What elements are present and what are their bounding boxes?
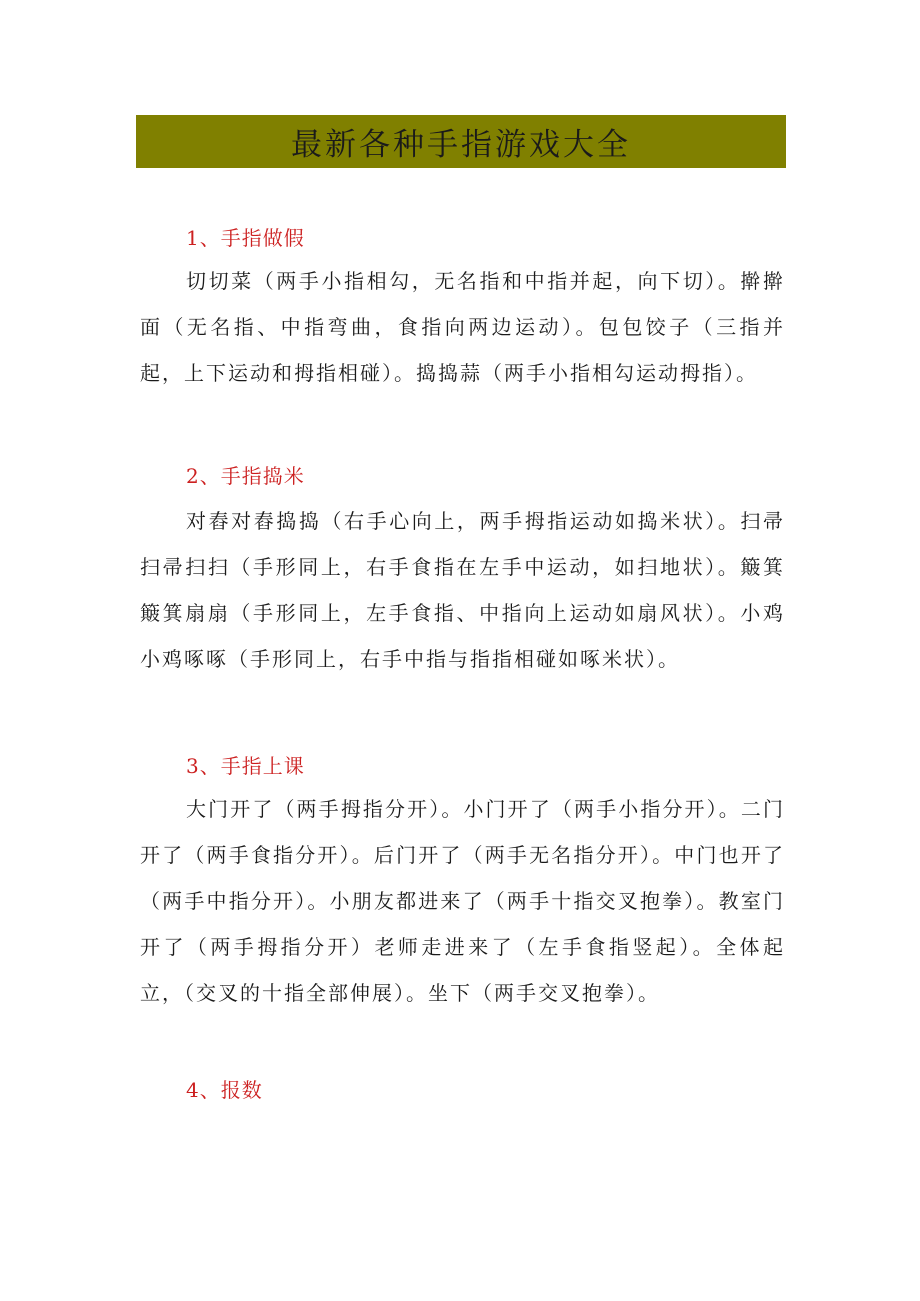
section-body-2: 对舂对舂捣捣（右手心向上，两手拇指运动如捣米状）。扫帚扫帚扫扫（手形同上，右手食指在左手中运动，如扫地状）。簸箕簸箕扇扇（手形同上，左手食指、中指向上运动如扇风状）。小鸡小鸡啄啄（手形同上，右手中指与指指相碰如啄米状）。: [140, 509, 785, 671]
section-body-1: 切切菜（两手小指相勾，无名指和中指并起，向下切）。擀擀面（无名指、中指弯曲，食指向两边运动）。包包饺子（三指并起，上下运动和拇指相碰）。捣捣蒜（两手小指相勾运动拇指）。: [140, 269, 785, 385]
section-heading-3: 3、手指上课: [186, 754, 305, 778]
section-heading-1: 1、手指做假: [186, 226, 305, 250]
section-heading-2: 2、手指捣米: [186, 464, 305, 488]
section-heading-4: 4、报数: [186, 1078, 263, 1102]
title-bar: [136, 115, 786, 168]
document-title: 最新各种手指游戏大全: [291, 127, 631, 163]
section-body-3: 大门开了（两手拇指分开）。小门开了（两手小指分开）。二门开了（两手食指分开）。后门开了（两手无名指分开）。中门也开了（两手中指分开）。小朋友都进来了（两手十指交叉抱拳）。教室门开了（两手拇指分开）老师走进来了（左手食指竖起）。全体起立，（交叉的十指全部伸展）。坐下（两手交叉抱拳）。: [140, 797, 785, 1005]
